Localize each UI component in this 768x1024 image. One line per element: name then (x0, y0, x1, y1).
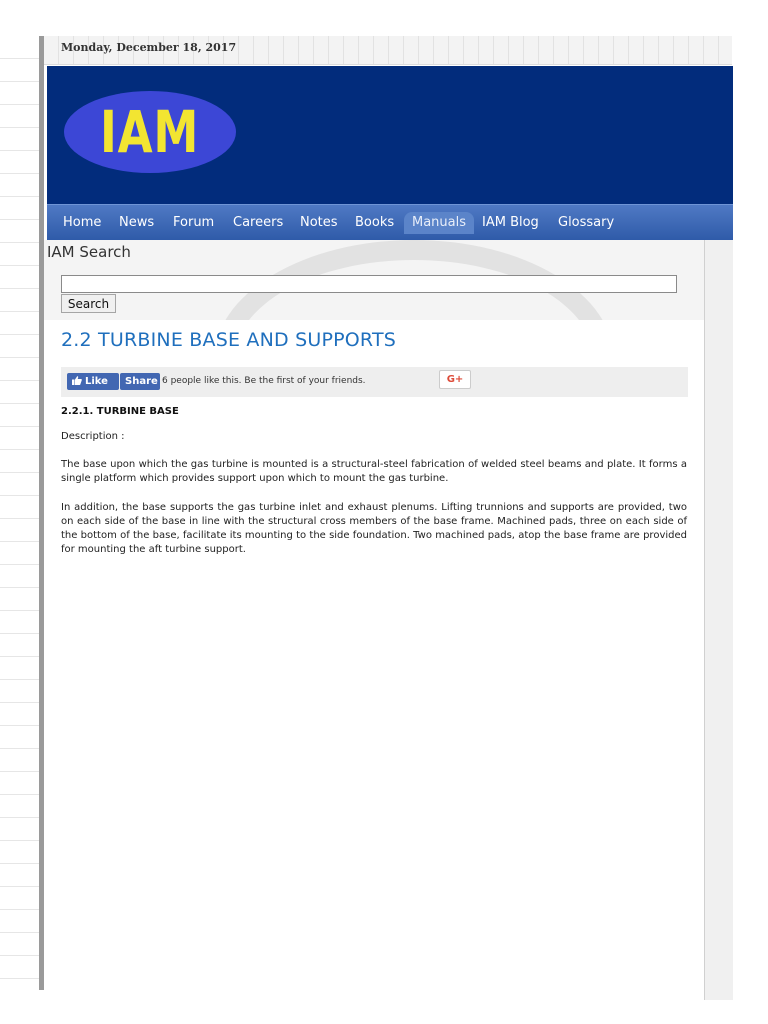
paragraph-2: In addition, the base supports the gas turbine inlet and exhaust plenums. Lifting trunnions and supports are provided, two on each side of the base in line with the structural cross members of the base frame. Machined pads, three on each side of the bottom of the base, facilitate its mounting to the side foundation. Two machined pads, atop the base frame are provided for mounting the aft turbine support. (61, 502, 687, 555)
nav-item-careers[interactable]: Careers (233, 215, 284, 230)
nav-item-books[interactable]: Books (355, 215, 395, 230)
nav-item-forum[interactable]: Forum (173, 215, 215, 230)
description-label: Description : (61, 431, 125, 442)
social-share-bar (61, 367, 688, 397)
facebook-share-button[interactable]: Share (120, 373, 160, 390)
google-plus-button[interactable]: G+ (439, 370, 471, 389)
nav-item-news[interactable]: News (119, 215, 155, 230)
nav-item-manuals[interactable]: Manuals (404, 212, 474, 234)
page-title: 2.2 TURBINE BASE AND SUPPORTS (61, 329, 397, 351)
nav-item-iam-blog[interactable]: IAM Blog (482, 215, 539, 230)
search-input[interactable] (61, 275, 677, 293)
facebook-like-button[interactable] (67, 373, 119, 390)
search-widget-title: IAM Search (47, 243, 131, 261)
right-sidebar-gutter (704, 240, 733, 1000)
paragraph-1: The base upon which the gas turbine is mounted is a structural-steel fabrication of welded steel beams and plate. It forms a single platform which provides support upon which to mount the gas turbine. (61, 459, 687, 484)
iam-logo[interactable] (64, 91, 236, 173)
nav-item-home[interactable]: Home (63, 215, 102, 230)
content-panel (44, 240, 704, 1000)
nav-item-notes[interactable]: Notes (300, 215, 338, 230)
site-header (47, 66, 733, 205)
current-date: Monday, December 18, 2017 (61, 41, 237, 54)
like-label: Like (85, 376, 108, 387)
section-heading: 2.2.1. TURBINE BASE (61, 406, 179, 417)
like-count-text: 6 people like this. Be the first of your friends. (162, 376, 366, 386)
thumbs-up-icon (72, 376, 82, 385)
logo-text: IAM (100, 98, 200, 166)
left-margin-grid (0, 36, 39, 990)
main-nav (47, 204, 733, 241)
nav-item-glossary[interactable]: Glossary (558, 215, 615, 230)
search-button[interactable]: Search (61, 294, 116, 313)
date-bar (44, 36, 732, 65)
